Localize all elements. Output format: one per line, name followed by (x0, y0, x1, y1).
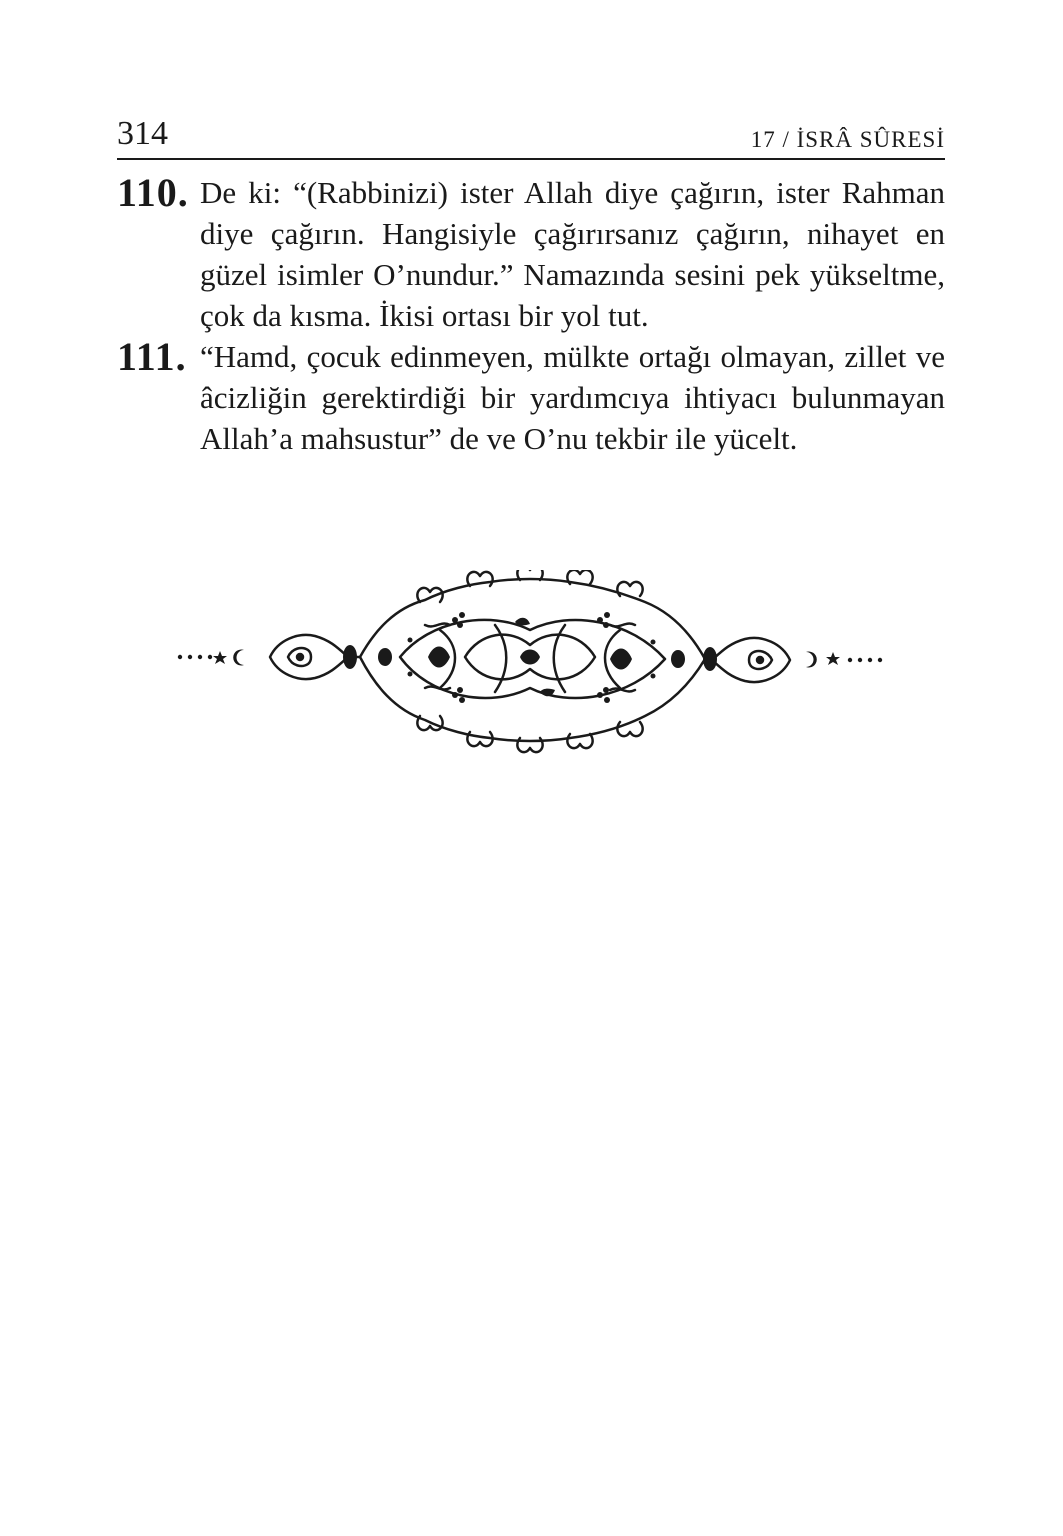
verse-110 (117, 172, 945, 336)
running-title: 17 / İSRÂ SÛRESİ (750, 127, 945, 152)
floral-medallion-ornament-icon (170, 570, 890, 760)
verse-text: “Hamd, çocuk edinmeyen, mülkte ortağı olmayan, zillet ve âcizliğin gerektirdiği bir yardımcıya ihtiyacı bulunmayan Allah’a mahsustur” de ve O’nu tekbir ile yücelt. (200, 339, 945, 456)
verse-111 (117, 336, 945, 459)
verse-number: 110. (117, 170, 189, 215)
page-header (117, 112, 945, 160)
verse-number: 111. (117, 334, 187, 379)
verse-text: De ki: “(Rabbinizi) ister Allah diye çağırın, ister Rahman diye çağırın. Hangisiyle çağırırsanız çağırın, nihayet en güzel isimler O’nundur.” Namazında sesini pek yükseltme, çok da kısma. İkisi ortası bir yol tut. (200, 175, 945, 333)
page-number: 314 (117, 115, 168, 152)
